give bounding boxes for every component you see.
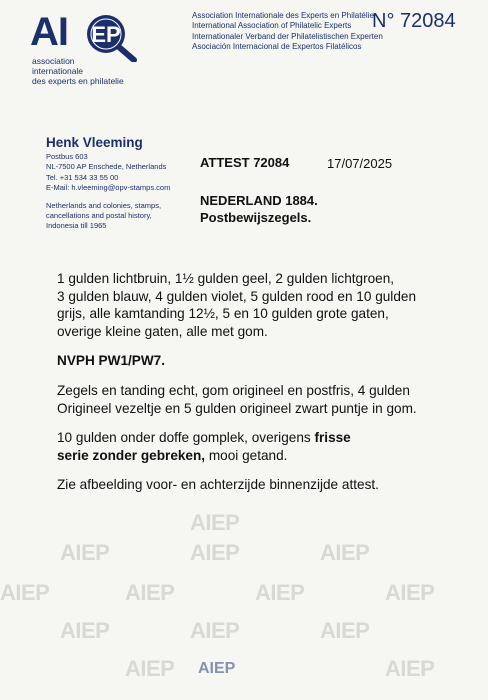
condition-line [57,447,477,465]
logo-ai-text: AI [30,10,68,54]
expert-address-line: Postbus 603 [46,152,88,161]
watermark-logo: AIEP [60,540,110,565]
attest-body [57,270,477,494]
catalogue-number: NVPH PW1/PW7. [57,353,166,369]
watermark-logo: AIEP [320,618,370,643]
watermark-logo: AIEP [385,656,435,681]
logo-tagline: des experts en philatelie [32,76,124,86]
watermark-logo: AIEP [190,510,240,535]
condition-paragraph [57,429,477,464]
logo-tagline: internationale [32,66,84,76]
logo-tagline: association [32,56,75,66]
logo-ep-magnifier-icon [84,12,148,62]
association-name-es: Asociación Internacional de Expertos Filatélicos [192,42,362,52]
attest-date: 17/07/2025 [327,156,393,171]
watermark-logo-footer: AIEP [198,660,236,677]
certificate-number: N° 72084 [372,10,456,32]
attest-label: ATTEST 72084 [200,155,290,170]
attest-subject [200,192,318,226]
expert-block [46,135,170,232]
description-paragraph [57,270,477,340]
watermark-logo: AIEP [385,580,435,605]
condition-bold-text: serie zonder gebreken, [57,447,206,463]
genuine-line: Zegels en tanding echt, gom origineel en postfris, 4 gulden [57,382,410,398]
watermark-logo: AIEP [0,580,50,605]
watermark-logo: AIEP [190,618,240,643]
expert-email: E-Mail: h.vleeming@opv-stamps.com [46,183,171,193]
association-names [192,11,383,53]
watermark-logo: AIEP [255,580,305,605]
expert-name: Henk Vleeming [46,135,143,150]
condition-bold-text: frisse [314,430,351,446]
description-line: 1 gulden lichtbruin, 1½ gulden geel, 2 gulden lichtgroen, [57,271,395,286]
aiep-logo [30,8,180,88]
genuine-paragraph [57,382,477,417]
attest-issue: Postbewijszegels. [200,210,312,225]
association-name-de: Internationaler Verband der Philatelistischen Experten [192,31,383,41]
images-note: Zie afbeelding voor- en achterzijde binnenzijde attest. [57,477,379,493]
attest-country: NEDERLAND 1884. [200,193,318,208]
watermark-logo: AIEP [60,618,110,643]
watermark-logo: AIEP [320,540,370,565]
expert-specialty-line: Indonesia till 1965 [46,221,107,231]
condition-line [57,429,477,447]
expert-specialty-line: cancellations and postal history, [46,211,152,221]
condition-text: mooi getand. [205,447,288,463]
expert-phone: Tel. +31 534 33 55 00 [46,172,119,182]
expert-address-line: NL-7500 AP Enschede, Netherlands [46,162,167,172]
association-name-en: International Association of Philatelic Experts [192,21,352,31]
watermark-logo: AIEP [125,656,175,681]
description-line: grijs, alle kamtanding 12½, 5 en 10 gulden grote gaten, [57,306,389,322]
description-line: overige kleine gaten, alle met gom. [57,323,268,339]
aiep-watermark-pattern [0,500,488,700]
condition-text: 10 gulden onder doffe gomplek, overigens [57,430,315,446]
description-line: 3 gulden blauw, 4 gulden violet, 5 gulden rood en 10 gulden [57,288,417,304]
genuine-line: Origineel vezeltje en 5 gulden origineel zwart puntje in gom. [57,400,417,416]
watermark-logo: AIEP [190,540,240,565]
watermark-logo: AIEP [125,580,175,605]
association-name-fr: Association Internationale des Experts en Philatélie [192,11,374,20]
logo-ep-text: EP [91,22,121,47]
expert-specialty-line: Netherlands and colonies, stamps, [46,200,162,210]
